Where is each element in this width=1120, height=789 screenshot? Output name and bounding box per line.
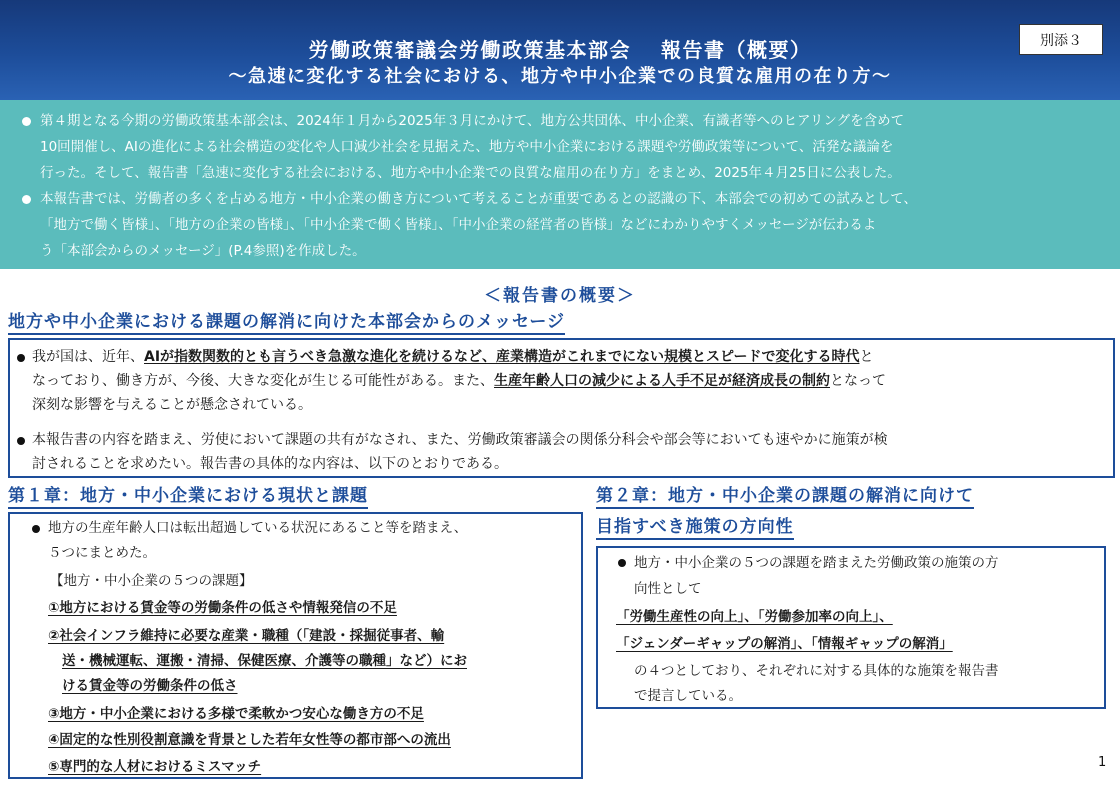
bullet-icon xyxy=(17,354,25,362)
issue-item-4: ④固定的な性別役割意識を背景とした若年女性等の都市部への流出 xyxy=(48,732,451,748)
message-line: なっており、働き方が、今後、大きな変化が生じる可能性がある。また、生産年齢人口の減少による人手不足が経済成長の制約となって xyxy=(32,373,886,389)
attachment-badge: 別添３ xyxy=(1019,24,1103,55)
summary-line: 「地方で働く皆様」、「地方の企業の皆様」、「中小企業で働く皆様」、「中小企業の経営者の皆様」などにわかりやすくメッセージが伝わるよ xyxy=(40,217,877,233)
policy-direction: 「労働生産性の向上」、「労働参加率の向上」、 xyxy=(616,609,893,625)
chapter2-intro: 向性として xyxy=(634,581,702,597)
policy-direction: 「ジェンダーギャップの解消」、「情報ギャップの解消」 xyxy=(616,636,953,652)
message-line: 本報告書の内容を踏まえ、労使において課題の共有がなされ、また、労働政策審議会の関係分科会や部会等においても速やかに施策が検 xyxy=(32,432,888,448)
chapter1-intro: 地方の生産年齢人口は転出超過している状況にあること等を踏まえ、 xyxy=(48,520,468,536)
summary-line: 本報告書では、労働者の多くを占める地方・中小企業の働き方について考えることが重要であるとの認識の下、本部会での初めての試みとして、 xyxy=(40,191,917,207)
chapter2-outro: の４つとしており、それぞれに対する具体的な施策を報告書 xyxy=(634,663,999,679)
chapter1-title: 第１章：地方・中小企業における現状と課題 xyxy=(8,485,368,509)
chapter1-box xyxy=(8,512,583,779)
title-banner xyxy=(0,0,1120,100)
summary-line: う「本部会からのメッセージ」(P.4参照)を作成した。 xyxy=(40,243,366,259)
overview-heading: ＜報告書の概要＞ xyxy=(484,286,636,306)
chapter2-subtitle: 目指すべき施策の方向性 xyxy=(596,516,794,540)
summary-panel xyxy=(0,100,1120,269)
bullet-icon xyxy=(22,117,31,126)
bullet-icon xyxy=(17,437,25,445)
summary-line: 第４期となる今期の労働政策基本部会は、2024年１月から2025年３月にかけて、地方公共団体、中小企業、有識者等へのヒアリングを含めて xyxy=(40,113,905,129)
chapter2-box xyxy=(596,546,1106,709)
bullet-icon xyxy=(32,525,40,533)
emphasis-text: AIが指数関数的とも言うべき急激な進化を続けるなど、産業構造がこれまでにない規模とスピードで変化する時代 xyxy=(144,349,860,365)
issue-item-1: ①地方における賃金等の労働条件の低さや情報発信の不足 xyxy=(48,600,397,616)
message-line: 討されることを求めたい。報告書の具体的な内容は、以下のとおりである。 xyxy=(32,456,508,472)
summary-bullet-2 xyxy=(40,186,1110,264)
summary-bullet-1 xyxy=(40,108,1110,186)
summary-line: 10回開催し、AIの進化による社会構造の変化や人口減少社会を見据えた、地方や中小企業における課題や労働政策等について、活発な議論を xyxy=(40,139,894,155)
emphasis-text: 生産年齢人口の減少による人手不足が経済成長の制約 xyxy=(494,373,830,389)
chapter2-title: 第２章：地方・中小企業の課題の解消に向けて xyxy=(596,485,974,509)
page-number: 1 xyxy=(1098,755,1107,770)
summary-line: 行った。そして、報告書「急速に変化する社会における、地方や中小企業での良質な雇用の在り方」をまとめ、2025年４月25日に公表した。 xyxy=(40,165,901,181)
bullet-icon xyxy=(618,559,626,567)
report-title: 労働政策審議会労働政策基本部会 報告書（概要） xyxy=(308,38,812,62)
issues-label: 【地方・中小企業の５つの課題】 xyxy=(50,573,253,589)
message-line: 我が国は、近年、AIが指数関数的とも言うべき急激な進化を続けるなど、産業構造がこれまでにない規模とスピードで変化する時代と xyxy=(32,349,874,365)
chapter1-intro: ５つにまとめた。 xyxy=(48,545,156,561)
message-section-title: 地方や中小企業における課題の解消に向けた本部会からのメッセージ xyxy=(8,311,565,335)
chapter2-outro: で提言している。 xyxy=(634,688,742,704)
report-subtitle: ～急速に変化する社会における、地方や中小企業での良質な雇用の在り方～ xyxy=(228,66,892,87)
issue-item-2: ける賃金等の労働条件の低さ xyxy=(62,678,238,694)
issue-item-2: ②社会インフラ維持に必要な産業・職種（「建設・採掘従事者、輸 xyxy=(48,628,445,644)
issue-item-3: ③地方・中小企業における多様で柔軟かつ安心な働き方の不足 xyxy=(48,706,424,722)
chapter2-intro: 地方・中小企業の５つの課題を踏まえた労働政策の施策の方 xyxy=(634,555,999,571)
issue-item-5: ⑤専門的な人材におけるミスマッチ xyxy=(48,759,262,775)
bullet-icon xyxy=(22,195,31,204)
message-line: 深刻な影響を与えることが懸念されている。 xyxy=(32,397,312,413)
issue-item-2: 送・機械運転、運搬・清掃、保健医療、介護等の職種」など）にお xyxy=(62,653,467,669)
message-box xyxy=(8,338,1115,478)
